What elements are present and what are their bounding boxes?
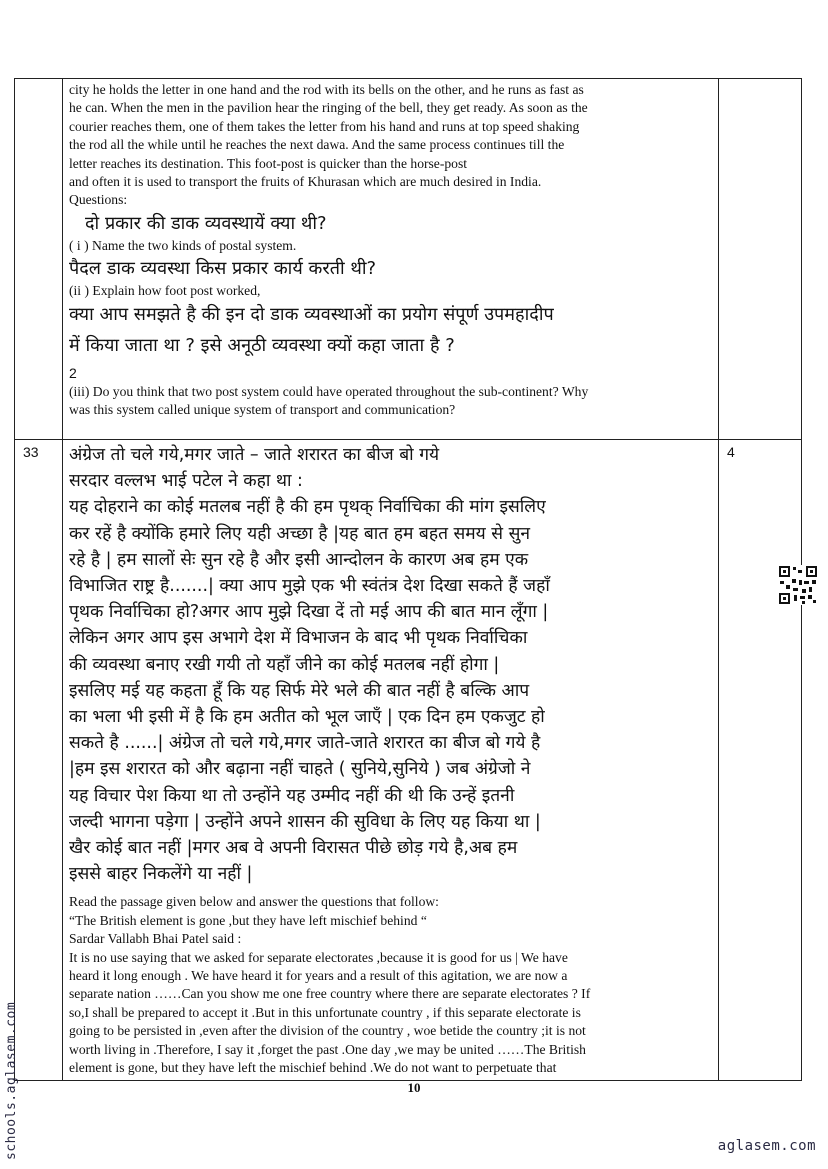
hindi-passage-line: खैर कोई बात नहीं |मगर अब वे अपनी विरासत पीछे छोड़ गये है,अब हम bbox=[69, 838, 518, 859]
hindi-passage-line: कर रहें है क्योंकि हमारे लिए यही अच्छा है |यह बात हम बहत समय से सुन bbox=[69, 523, 530, 544]
passage-line: letter reaches its destination. This foot-post is quicker than the horse-post bbox=[69, 155, 468, 171]
english-passage-line: Sardar Vallabh Bhai Patel said : bbox=[69, 931, 242, 947]
question-body-cell bbox=[63, 440, 719, 1081]
english-question-1: ( i ) Name the two kinds of postal system. bbox=[69, 237, 297, 253]
table-row bbox=[15, 440, 802, 1081]
english-passage-line: heard it long enough . We have heard it for years and a result of this agitation, we are now a bbox=[69, 968, 568, 984]
table-row bbox=[15, 79, 802, 440]
hindi-passage-line: यह दोहराने का कोई मतलब नहीं है की हम पृथक् निर्वाचिका की मांग इसलिए bbox=[69, 497, 546, 518]
passage-line: courier reaches them, one of them takes the letter from his hand and runs at top speed shaking bbox=[69, 118, 580, 134]
hindi-passage-line: इससे बाहर निकलेंगे या नहीं | bbox=[69, 864, 253, 885]
hindi-passage-line: सकते है ......| अंग्रेज तो चले गये,मगर जाते-जाते शरारत का बीज बो गये है bbox=[69, 733, 541, 754]
question-table bbox=[14, 78, 802, 1081]
question-marks: 4 bbox=[719, 440, 802, 1081]
bottom-watermark: aglasem.com bbox=[717, 1138, 816, 1154]
passage-line: and often it is used to transport the fruits of Khurasan which are much desired in India. bbox=[69, 174, 542, 190]
question-body-cell bbox=[63, 79, 719, 440]
marks-note: 2 bbox=[69, 364, 77, 381]
english-passage bbox=[69, 893, 712, 1077]
hindi-question-3-line-2: में किया जाता था ? इसे अनूठी व्यवस्था क्यों कहा जाता है ? bbox=[69, 334, 455, 356]
english-passage-line: going to be persisted in ,even after the division of the country , woe betide the country ;it is not bbox=[69, 1023, 586, 1039]
question-number-cell bbox=[15, 79, 63, 440]
english-passage-line: Read the passage given below and answer the questions that follow: bbox=[69, 894, 439, 910]
english-passage-line: “The British element is gone ,but they have left mischief behind “ bbox=[69, 912, 427, 928]
passage-line: city he holds the letter in one hand and the rod with its bells on the other, and he runs as fast as bbox=[69, 82, 584, 97]
passage-line: he can. When the men in the pavilion hear the ringing of the bell, they get ready. As soon as the bbox=[69, 100, 588, 116]
hindi-passage-line: की व्यवस्था बनाए रखी गयी तो यहाँ जीने का कोई मतलब नहीं होगा | bbox=[69, 654, 500, 675]
question-number: 33 bbox=[15, 440, 63, 1081]
passage-line: the rod all the while until he reaches the next dawa. And the same process continues till the bbox=[69, 137, 565, 153]
english-question-2: (ii ) Explain how foot post worked, bbox=[69, 283, 261, 299]
hindi-passage-line: इसलिए मई यह कहता हूँ कि यह सिर्फ मेरे भले की बात नहीं है बल्कि आप bbox=[69, 680, 530, 701]
questions-label: Questions: bbox=[69, 192, 128, 208]
hindi-passage-line: का भला भी इसी में है कि हम अतीत को भूल जाएँ | एक दिन हम एकजुट हो bbox=[69, 707, 545, 728]
hindi-passage-line: |हम इस शरारत को और बढ़ाना नहीं चाहते ( सुनिये,सुनिये ) जब अंग्रेजो ने bbox=[69, 759, 531, 780]
english-passage-line: worth living in .Therefore, I say it ,forget the past .One day ,we may be united ……The British bbox=[69, 1041, 586, 1057]
hindi-passage-line: यह विचार पेश किया था तो उन्होंने यह उम्मीद नहीं की थी कि उन्हें इतनी bbox=[69, 785, 515, 806]
hindi-passage-line: जल्दी भागना पड़ेगा | उन्होंने अपने शासन की सुविधा के लिए यह किया था | bbox=[69, 811, 541, 832]
hindi-passage-line: रहे है | हम सालों सेः सुन रहे है और इसी आन्दोलन के कारण अब हम एक bbox=[69, 549, 529, 570]
side-watermark: schools.aglasem.com bbox=[4, 1001, 19, 1160]
qr-code-icon[interactable] bbox=[778, 565, 818, 605]
hindi-question-3-line-1: क्या आप समझते है की इन दो डाक व्यवस्थाओं का प्रयोग संपूर्ण उपमहादीप bbox=[69, 303, 554, 325]
hindi-passage-line: विभाजित राष्ट्र है.......| क्या आप मुझे एक भी स्वंतंत्र देश दिखा सकते हैं जहाँ bbox=[69, 576, 550, 597]
passage-paragraph bbox=[69, 81, 712, 191]
english-passage-line: It is no use saying that we asked for separate electorates ,because it is good for us | We have bbox=[69, 949, 568, 965]
hindi-passage-line: लेकिन अगर आप इस अभागे देश में विभाजन के बाद भी पृथक निर्वाचिका bbox=[69, 628, 528, 649]
english-passage-line: so,I shall be prepared to accept it .But in this unfortunate country , if this separate electorate is bbox=[69, 1004, 581, 1020]
hindi-passage bbox=[69, 442, 712, 887]
hindi-question-1: दो प्रकार की डाक व्यवस्थायें क्या थी? bbox=[85, 212, 327, 234]
hindi-passage-line: पृथक निर्वाचिका हो?अगर आप मुझे दिखा दें तो मई आप की बात मान लूँगा | bbox=[69, 602, 549, 623]
english-question-3-line-1: (iii) Do you think that two post system could have operated throughout the sub-continent? Why bbox=[69, 383, 589, 399]
hindi-passage-line: सरदार वल्लभ भाई पटेल ने कहा था : bbox=[69, 471, 303, 492]
english-passage-line: separate nation ……Can you show me one free country where there are separate electorates ? If bbox=[69, 986, 591, 1002]
hindi-passage-line: अंग्रेज तो चले गये,मगर जाते – जाते शरारत का बीज बो गये bbox=[69, 445, 440, 465]
english-question-3-line-2: was this system called unique system of transport and communication? bbox=[69, 402, 456, 418]
marks-cell bbox=[719, 79, 802, 440]
hindi-question-2: पैदल डाक व्यवस्था किस प्रकार कार्य करती थी? bbox=[69, 258, 377, 280]
page-number: 10 bbox=[407, 1080, 421, 1095]
english-passage-line: element is gone, but they have left the mischief behind .We do not want to perpetuate that bbox=[69, 1060, 557, 1076]
